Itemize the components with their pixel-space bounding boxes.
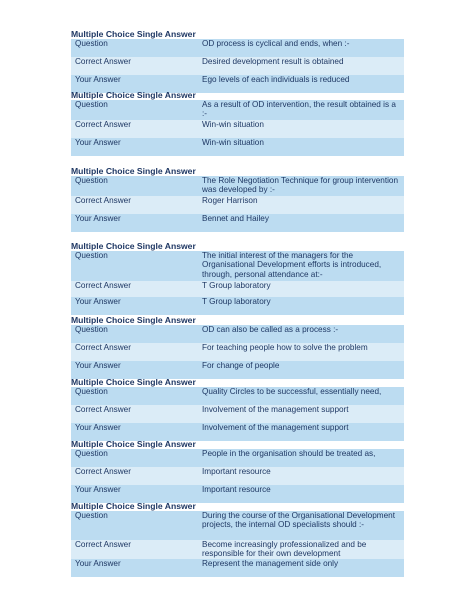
question-text: The Role Negotiation Technique for group intervention was developed by :-	[202, 176, 399, 195]
correct-answer-label: Correct Answer	[75, 120, 131, 129]
question-block-3	[71, 166, 404, 232]
question-text: As a result of OD intervention, the result obtained is a :-	[202, 100, 396, 119]
correct-answer-label: Correct Answer	[75, 57, 131, 66]
your-answer-row	[71, 214, 404, 232]
your-answer-label: Your Answer	[75, 361, 121, 370]
question-row	[71, 449, 404, 467]
correct-answer-text: Become increasingly professionalized and be responsible for their own development	[202, 540, 367, 559]
question-row	[71, 511, 404, 540]
correct-answer-label: Correct Answer	[75, 540, 131, 549]
question-row	[71, 251, 404, 281]
correct-answer-label: Correct Answer	[75, 467, 131, 476]
your-answer-label: Your Answer	[75, 297, 121, 306]
your-answer-text: Bennet and Hailey	[202, 214, 269, 223]
question-text: People in the organisation should be treated as,	[202, 449, 376, 458]
correct-answer-row	[71, 540, 404, 559]
question-label: Question	[75, 251, 108, 260]
question-block-5	[71, 315, 404, 379]
question-text: The initial interest of the managers for the Organisational Development efforts is introduced, through, personal attendance at:-	[202, 251, 382, 279]
correct-answer-label: Correct Answer	[75, 405, 131, 414]
correct-answer-row	[71, 343, 404, 361]
question-label: Question	[75, 325, 108, 334]
section-heading: Multiple Choice Single Answer	[71, 501, 196, 511]
question-label: Question	[75, 39, 108, 48]
correct-answer-text: Roger Harrison	[202, 196, 258, 205]
your-answer-label: Your Answer	[75, 214, 121, 223]
your-answer-row	[71, 559, 404, 577]
question-block-6	[71, 377, 404, 441]
your-answer-label: Your Answer	[75, 75, 121, 84]
question-row	[71, 100, 404, 120]
your-answer-text: Represent the management side only	[202, 559, 339, 568]
question-row	[71, 39, 404, 57]
section-heading: Multiple Choice Single Answer	[71, 90, 196, 100]
your-answer-row	[71, 297, 404, 315]
your-answer-text: For change of people	[202, 361, 280, 370]
your-answer-text: Involvement of the management support	[202, 423, 349, 432]
correct-answer-label: Correct Answer	[75, 281, 131, 290]
your-answer-text: Win-win situation	[202, 138, 264, 147]
question-block-4	[71, 241, 404, 315]
question-row	[71, 325, 404, 343]
correct-answer-row	[71, 281, 404, 297]
correct-answer-label: Correct Answer	[75, 343, 131, 352]
correct-answer-text: Involvement of the management support	[202, 405, 349, 414]
correct-answer-text: For teaching people how to solve the problem	[202, 343, 368, 352]
section-heading: Multiple Choice Single Answer	[71, 315, 196, 325]
correct-answer-text: T Group laboratory	[202, 281, 271, 290]
correct-answer-text: Important resource	[202, 467, 271, 476]
correct-answer-row	[71, 120, 404, 138]
question-block-8	[71, 501, 404, 577]
your-answer-text: T Group laboratory	[202, 297, 271, 306]
section-heading: Multiple Choice Single Answer	[71, 29, 196, 39]
question-label: Question	[75, 449, 108, 458]
section-heading: Multiple Choice Single Answer	[71, 439, 196, 449]
question-label: Question	[75, 176, 108, 185]
question-block-1	[71, 29, 404, 93]
your-answer-label: Your Answer	[75, 138, 121, 147]
correct-answer-text: Win-win situation	[202, 120, 264, 129]
your-answer-label: Your Answer	[75, 559, 121, 568]
correct-answer-row	[71, 467, 404, 485]
question-label: Question	[75, 387, 108, 396]
correct-answer-row	[71, 405, 404, 423]
question-text: Quality Circles to be successful, essentially need,	[202, 387, 382, 396]
question-text: OD process is cyclical and ends, when :-	[202, 39, 350, 48]
your-answer-row	[71, 138, 404, 156]
your-answer-label: Your Answer	[75, 423, 121, 432]
question-block-2	[71, 90, 404, 156]
question-label: Question	[75, 100, 108, 109]
question-row	[71, 387, 404, 405]
question-row	[71, 176, 404, 196]
correct-answer-text: Desired development result is obtained	[202, 57, 344, 66]
correct-answer-row	[71, 57, 404, 75]
section-heading: Multiple Choice Single Answer	[71, 241, 196, 251]
your-answer-text: Ego levels of each individuals is reduced	[202, 75, 350, 84]
question-label: Question	[75, 511, 108, 520]
your-answer-text: Important resource	[202, 485, 271, 494]
question-block-7	[71, 439, 404, 503]
correct-answer-row	[71, 196, 404, 214]
question-text: During the course of the Organisational Development projects, the internal OD specialists should :-	[202, 511, 395, 530]
section-heading: Multiple Choice Single Answer	[71, 377, 196, 387]
question-text: OD can also be called as a process :-	[202, 325, 339, 334]
your-answer-label: Your Answer	[75, 485, 121, 494]
section-heading: Multiple Choice Single Answer	[71, 166, 196, 176]
correct-answer-label: Correct Answer	[75, 196, 131, 205]
